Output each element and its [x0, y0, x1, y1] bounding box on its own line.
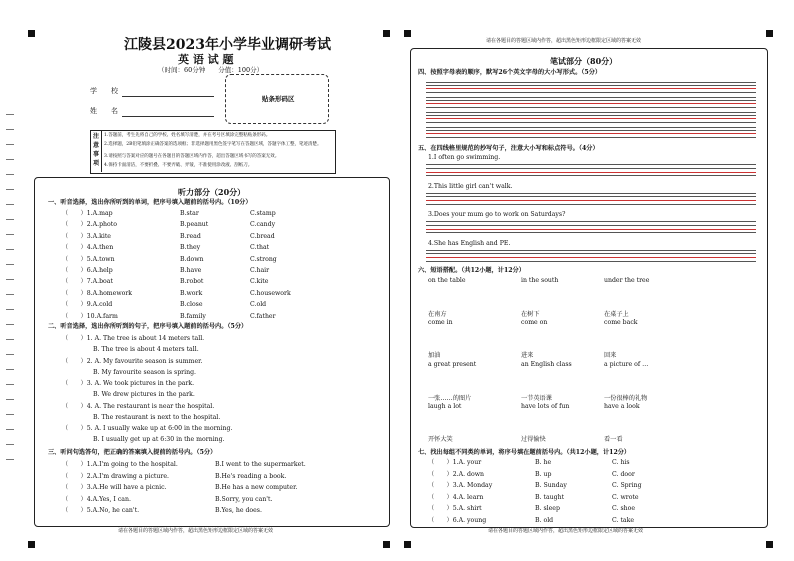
section1-heading: 一、听音选择，选出你所听到的单词，把序号填入题前的括号内。（10分） [48, 199, 252, 206]
choice-option: C.candy [250, 221, 276, 229]
choice-option: C.bread [250, 232, 275, 240]
choice-row: （ ）10.A.farm [62, 312, 118, 320]
notice-label: 事 [93, 151, 100, 158]
registration-mark [766, 541, 773, 548]
odd-one-option: C. wrote [612, 493, 639, 501]
choice-option: B.star [180, 210, 199, 217]
phrase-english: laugh a lot [428, 403, 462, 410]
name-field[interactable] [122, 116, 214, 117]
choice-row: （ ）3.A.kite [62, 232, 111, 240]
phrase-chinese: 看一看 [604, 436, 623, 443]
phrase-chinese: 过得愉快 [521, 436, 546, 443]
exam-title: 江陵县2023年小学毕业调研考试 [124, 37, 331, 53]
registration-mark [383, 30, 390, 37]
handwriting-line[interactable] [426, 164, 756, 165]
choice-option: C.father [250, 312, 276, 320]
phrase-chinese: 在桌子上 [604, 311, 629, 318]
phrase-chinese: 一节英语课 [521, 395, 552, 402]
sentence-row: （ ）4. A. The restaurant is near the hospital. [62, 402, 215, 410]
handwriting-line[interactable] [426, 261, 756, 262]
odd-one-option: C. take [612, 516, 635, 524]
handwriting-line[interactable] [426, 107, 756, 108]
handwriting-line[interactable] [426, 204, 756, 205]
phrase-chinese: 进来 [521, 352, 534, 359]
choice-option: C.hair [250, 267, 270, 274]
notice-item: 1.答题前，考生先将自己的学校、姓名填写清楚，并在考号区填涂完整粘贴条形码。 [104, 133, 271, 138]
sentence-option: B. I usually get up at 6:30 in the morning. [93, 436, 225, 444]
phrase-english: a picture of … [604, 361, 649, 368]
copy-sentence: 2.This little girl can't walk. [428, 182, 513, 190]
choice-row: （ ）5.A.town [62, 255, 115, 263]
odd-one-option: B. sleep [535, 505, 560, 512]
phrase-chinese: 一份很棒的礼物 [604, 395, 648, 402]
odd-one-option: C. door [612, 470, 635, 478]
handwriting-line[interactable] [426, 257, 756, 258]
top-note: 请在各题目的答题区域内作答，超出黑色矩形边框限定区域的答案无效 [486, 38, 642, 44]
choice-row: （ ）1.A.map [62, 210, 113, 217]
phrase-chinese: 一张……的图片 [428, 395, 472, 402]
handwriting-line[interactable] [426, 253, 756, 254]
sentence-row: （ ）5. A. I usually wake up at 6:00 in the morning. [62, 425, 233, 433]
phrase-english: have a look [604, 403, 640, 410]
handwriting-line[interactable] [426, 200, 756, 201]
school-label: 学 校 [90, 87, 118, 95]
school-field[interactable] [122, 96, 214, 97]
sentence-option: B. My favourite season is spring. [93, 368, 197, 376]
handwriting-line[interactable] [426, 115, 756, 116]
phrase-english: come on [521, 319, 548, 326]
odd-one-row: （ ）4.A. learn [428, 493, 484, 501]
handwriting-line[interactable] [426, 82, 756, 83]
handwriting-line[interactable] [426, 127, 756, 128]
handwriting-line[interactable] [426, 92, 756, 93]
sentence-option: B. We drew pictures in the park. [93, 391, 195, 399]
handwriting-line[interactable] [426, 118, 756, 119]
choice-option: B.close [180, 301, 203, 309]
registration-mark [766, 30, 773, 37]
registration-mark [404, 541, 411, 548]
subject-title: 英 语 试 题 [178, 53, 234, 66]
answer-row: （ ）2.A.I'm drawing a picture. [62, 472, 169, 480]
section3-heading: 三、听问句选答句，把正确的答案填入提前的括号内。（5分） [48, 449, 217, 456]
answer-option: B.He has a new computer. [215, 484, 298, 492]
notice-item: 4.保持卡面清洁，不要折叠、不要弄破、弄皱，不准使用涂改液、刮纸刀。 [104, 163, 253, 168]
notice-item: 3.请按照与答案对应的题号在各题目的答题区域内作答，超出答题区域书写的答案无效。 [104, 154, 280, 159]
phrase-english: a great present [428, 361, 477, 368]
odd-one-option: B. Sunday [535, 482, 567, 489]
notice-label: 注 [93, 133, 100, 140]
phrase-chinese: 加油 [428, 352, 441, 359]
handwriting-line[interactable] [426, 130, 756, 131]
handwriting-line[interactable] [426, 172, 756, 173]
odd-one-option: C. Spring [612, 482, 642, 489]
choice-option: B.robot [180, 278, 204, 286]
barcode-label: 贴条形码区 [262, 95, 295, 103]
registration-mark [28, 30, 35, 37]
phrase-english: come in [428, 319, 453, 326]
choice-row: （ ）4.A.then [62, 244, 114, 252]
choice-option: C.that [250, 244, 270, 252]
handwriting-line[interactable] [426, 229, 756, 230]
odd-one-row: （ ）3.A. Monday [428, 482, 493, 489]
odd-one-option: B. old [535, 516, 554, 524]
handwriting-line[interactable] [426, 196, 756, 197]
answer-row: （ ）3.A.He will have a picnic. [62, 484, 167, 492]
choice-row: （ ）8.A.homework [62, 289, 133, 297]
odd-one-option: B. he [535, 459, 552, 466]
sentence-row: （ ）3. A. We took pictures in the park. [62, 380, 195, 388]
handwriting-line[interactable] [426, 112, 756, 113]
phrase-english: under the tree [604, 277, 650, 284]
choice-option: B.family [180, 312, 206, 320]
listening-title: 听力部分（20分） [178, 187, 246, 197]
handwriting-line[interactable] [426, 97, 756, 98]
handwriting-line[interactable] [426, 137, 756, 138]
registration-mark [404, 30, 411, 37]
sentence-row: （ ）1. A. The tree is about 14 meters tall. [62, 335, 205, 342]
phrase-english: come back [604, 319, 638, 326]
handwriting-line[interactable] [426, 221, 756, 222]
answer-option: B.I went to the supermarket. [215, 461, 306, 468]
choice-row: （ ）7.A.boat [62, 278, 113, 286]
odd-one-option: C. shoe [612, 505, 635, 512]
section5-heading: 五、在四线格里规范的抄写句子，注意大小写和标点符号。（4分） [418, 145, 599, 152]
choice-option: C.old [250, 301, 267, 309]
copy-sentence: 1.I often go swimming. [428, 154, 501, 161]
phrase-english: have lots of fun [521, 403, 570, 410]
choice-option: B.work [180, 289, 203, 297]
handwriting-line[interactable] [426, 122, 756, 123]
handwriting-line[interactable] [426, 88, 756, 89]
choice-option: B.down [180, 255, 204, 263]
odd-one-row: （ ）6.A. young [428, 516, 487, 524]
choice-option: C.housework [250, 289, 291, 297]
notice-label: 意 [93, 142, 100, 149]
answer-row: （ ）4.A.Yes, I can. [62, 495, 131, 503]
notice-item: 2.选择题，2B铅笔填涂正确答案的选项框；非选择题用黑色签字笔写在答题区域，答题字体工整，笔迹清楚。 [104, 142, 322, 147]
registration-mark [383, 541, 390, 548]
handwriting-line[interactable] [426, 103, 756, 104]
sentence-row: （ ）2. A. My favourite season is summer. [62, 357, 203, 365]
choice-option: B.have [180, 267, 202, 274]
odd-one-option: B. taught [535, 493, 565, 501]
phrase-english: on the table [428, 277, 466, 284]
handwriting-line[interactable] [426, 193, 756, 194]
phrase-chinese: 开怀大笑 [428, 436, 453, 443]
choice-option: B.they [180, 244, 201, 252]
phrase-english: in the south [521, 277, 559, 284]
sentence-option: B. The tree is about 4 meters tall. [93, 346, 199, 353]
odd-one-row: （ ）5.A. shirt [428, 505, 482, 512]
answer-option: B.He's reading a book. [215, 472, 287, 480]
choice-row: （ ）6.A.help [62, 267, 113, 274]
handwriting-line[interactable] [426, 225, 756, 226]
writing-title: 笔试部分（80分） [550, 56, 618, 66]
odd-one-row: （ ）1.A. your [428, 459, 482, 466]
handwriting-line[interactable] [426, 133, 756, 134]
answer-option: B.Sorry, you can't. [215, 495, 273, 503]
answer-row: （ ）5.A.No, he can't. [62, 507, 140, 515]
section4-heading: 四、按照字母表的顺序，默写26个英文字母的大小写形式。（5分） [418, 69, 602, 76]
footer-note: 请在各题目的答题区域内作答，超出黑色矩形边框限定区域的答案无效 [118, 528, 274, 534]
copy-sentence: 3.Does your mum go to work on Saturdays? [428, 211, 566, 218]
handwriting-line[interactable] [426, 85, 756, 86]
choice-option: B.read [180, 232, 201, 240]
phrase-chinese: 在树下 [521, 311, 540, 318]
handwriting-line[interactable] [426, 100, 756, 101]
answer-row: （ ）1.A.I'm going to the hospital. [62, 461, 178, 468]
registration-mark [28, 541, 35, 548]
choice-option: C.stamp [250, 210, 276, 217]
copy-sentence: 4.She has English and PE. [428, 239, 511, 247]
choice-option: B.peanut [180, 221, 209, 229]
odd-one-row: （ ）2.A. down [428, 470, 485, 478]
phrase-english: an English class [521, 361, 572, 368]
section7-heading: 七、找出每组不同类的单词，将序号填在题前括号内。（共12小题，计12分） [418, 449, 631, 456]
phrase-chinese: 回来 [604, 352, 617, 359]
sentence-option: B. The restaurant is next to the hospital. [93, 413, 221, 421]
name-label: 姓 名 [90, 107, 118, 115]
time-score: （时间：60分钟 分值：100分） [158, 66, 264, 74]
handwriting-line[interactable] [426, 168, 756, 169]
handwriting-line[interactable] [426, 175, 756, 176]
odd-one-option: C. his [612, 459, 630, 466]
section2-heading: 二、听音选择，选出你所听到的句子，把序号填入题前的括号内。（5分） [48, 323, 248, 330]
handwriting-line[interactable] [426, 232, 756, 233]
notice-label: 项 [93, 160, 100, 167]
choice-option: C.kite [250, 278, 269, 286]
section6-heading: 六、短语搭配。（共12小题，计12分） [418, 267, 525, 274]
choice-option: C.strong [250, 255, 277, 263]
handwriting-line[interactable] [426, 250, 756, 251]
answer-option: B.Yes, he does. [215, 507, 262, 515]
phrase-chinese: 在南方 [428, 311, 447, 318]
choice-row: （ ）2.A.photo [62, 221, 117, 229]
choice-row: （ ）9.A.cold [62, 301, 113, 309]
footer-note: 请在各题目的答题区域内作答，超出黑色矩形边框限定区域的答案无效 [488, 528, 644, 534]
odd-one-option: B. up [535, 470, 552, 478]
